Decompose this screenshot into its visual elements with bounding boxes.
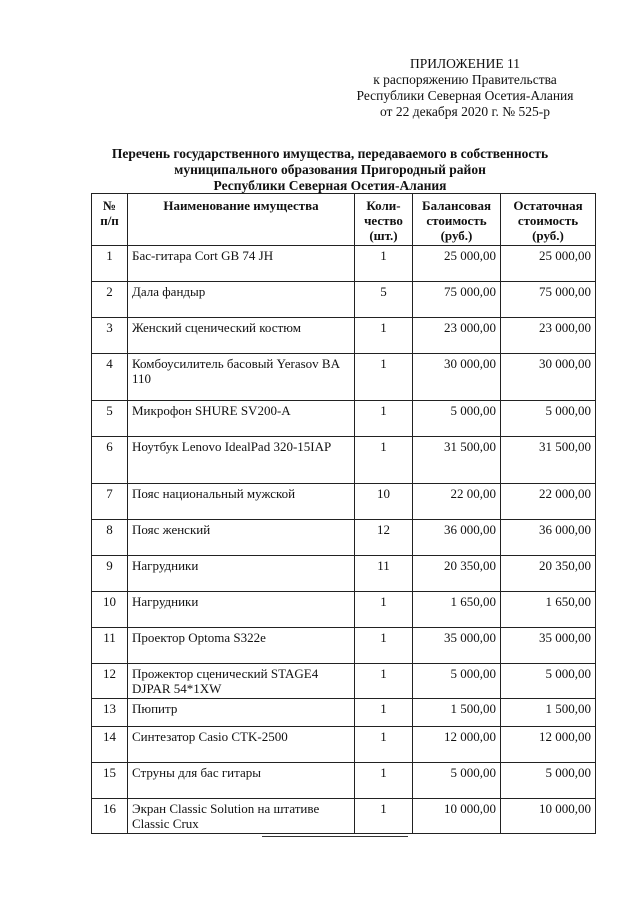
row-number: 2 — [92, 282, 128, 318]
row-quantity: 1 — [355, 628, 413, 664]
row-number: 12 — [92, 664, 128, 699]
appendix-republic: Республики Северная Осетия-Алания — [356, 88, 574, 103]
row-balance-value: 12 000,00 — [413, 727, 501, 763]
row-number: 1 — [92, 246, 128, 282]
header-residual: Остаточная стоимость (руб.) — [501, 194, 596, 246]
row-name: Нагрудники — [128, 556, 355, 592]
row-balance-value: 25 000,00 — [413, 246, 501, 282]
row-residual-value: 36 000,00 — [501, 520, 596, 556]
row-quantity: 1 — [355, 664, 413, 699]
property-table — [91, 193, 596, 834]
row-number: 7 — [92, 484, 128, 520]
table-row — [92, 799, 596, 834]
row-number: 6 — [92, 437, 128, 484]
table-row — [92, 699, 596, 727]
row-residual-value: 22 000,00 — [501, 484, 596, 520]
row-name: Нагрудники — [128, 592, 355, 628]
row-balance-value: 36 000,00 — [413, 520, 501, 556]
table-row — [92, 318, 596, 354]
row-name: Женский сценический костюм — [128, 318, 355, 354]
title-line-3: Республики Северная Осетия-Алания — [213, 178, 447, 193]
row-balance-value: 22 00,00 — [413, 484, 501, 520]
row-name: Пояс женский — [128, 520, 355, 556]
row-name: Пюпитр — [128, 699, 355, 727]
row-balance-value: 20 350,00 — [413, 556, 501, 592]
end-separator-line — [262, 836, 408, 837]
table-row — [92, 556, 596, 592]
row-number: 3 — [92, 318, 128, 354]
table-row — [92, 592, 596, 628]
title-line-1: Перечень государственного имущества, передаваемого в собственность — [111, 146, 549, 161]
table-row — [92, 664, 596, 699]
header-name: Наименование имущества — [128, 194, 355, 246]
table-row — [92, 727, 596, 763]
row-name: Синтезатор Casio CTK-2500 — [128, 727, 355, 763]
row-quantity: 1 — [355, 592, 413, 628]
row-residual-value: 5 000,00 — [501, 401, 596, 437]
row-number: 8 — [92, 520, 128, 556]
table-row — [92, 282, 596, 318]
row-residual-value: 10 000,00 — [501, 799, 596, 834]
row-residual-value: 1 500,00 — [501, 699, 596, 727]
row-residual-value: 20 350,00 — [501, 556, 596, 592]
table-row — [92, 437, 596, 484]
row-balance-value: 1 650,00 — [413, 592, 501, 628]
table-row — [92, 763, 596, 799]
row-balance-value: 5 000,00 — [413, 664, 501, 699]
row-number: 16 — [92, 799, 128, 834]
row-residual-value: 12 000,00 — [501, 727, 596, 763]
table-row — [92, 246, 596, 282]
row-name: Ноутбук Lenovo IdealPad 320-15IAP — [128, 437, 355, 484]
row-balance-value: 10 000,00 — [413, 799, 501, 834]
row-quantity: 1 — [355, 799, 413, 834]
table-row — [92, 520, 596, 556]
table-row — [92, 484, 596, 520]
row-name: Комбоусилитель басовый Yerasov BA 110 — [128, 354, 355, 401]
row-name: Дала фандыр — [128, 282, 355, 318]
row-residual-value: 75 000,00 — [501, 282, 596, 318]
row-number: 10 — [92, 592, 128, 628]
row-name: Прожектор сценический STAGE4 DJPAR 54*1XW — [128, 664, 355, 699]
row-residual-value: 30 000,00 — [501, 354, 596, 401]
row-balance-value: 75 000,00 — [413, 282, 501, 318]
row-number: 4 — [92, 354, 128, 401]
row-quantity: 1 — [355, 727, 413, 763]
row-name: Струны для бас гитары — [128, 763, 355, 799]
document-title — [70, 146, 590, 194]
row-balance-value: 5 000,00 — [413, 401, 501, 437]
row-quantity: 1 — [355, 246, 413, 282]
row-number: 5 — [92, 401, 128, 437]
table-row — [92, 401, 596, 437]
row-name: Экран Classic Solution на штативе Classic Crux — [128, 799, 355, 834]
row-number: 13 — [92, 699, 128, 727]
row-balance-value: 1 500,00 — [413, 699, 501, 727]
header-num: № п/п — [92, 194, 128, 246]
header-qty: Коли- чество (шт.) — [355, 194, 413, 246]
row-balance-value: 31 500,00 — [413, 437, 501, 484]
row-balance-value: 30 000,00 — [413, 354, 501, 401]
row-quantity: 5 — [355, 282, 413, 318]
table-row — [92, 628, 596, 664]
row-quantity: 10 — [355, 484, 413, 520]
row-balance-value: 5 000,00 — [413, 763, 501, 799]
row-residual-value: 23 000,00 — [501, 318, 596, 354]
row-quantity: 1 — [355, 437, 413, 484]
row-quantity: 12 — [355, 520, 413, 556]
row-name: Пояс национальный мужской — [128, 484, 355, 520]
row-residual-value: 5 000,00 — [501, 763, 596, 799]
appendix-number: ПРИЛОЖЕНИЕ 11 — [409, 56, 521, 71]
row-name: Микрофон SHURE SV200-A — [128, 401, 355, 437]
row-name: Бас-гитара Cort GB 74 JH — [128, 246, 355, 282]
row-name: Проектор Optoma S322e — [128, 628, 355, 664]
row-number: 11 — [92, 628, 128, 664]
appendix-date-number: от 22 декабря 2020 г. № 525-р — [379, 104, 551, 119]
row-quantity: 1 — [355, 699, 413, 727]
row-residual-value: 5 000,00 — [501, 664, 596, 699]
row-quantity: 1 — [355, 401, 413, 437]
row-quantity: 1 — [355, 763, 413, 799]
table-row — [92, 354, 596, 401]
table-header-row — [92, 194, 596, 246]
row-balance-value: 23 000,00 — [413, 318, 501, 354]
appendix-reference: к распоряжению Правительства — [373, 72, 557, 87]
row-number: 15 — [92, 763, 128, 799]
row-quantity: 1 — [355, 354, 413, 401]
row-residual-value: 1 650,00 — [501, 592, 596, 628]
appendix-header — [330, 56, 600, 120]
row-number: 9 — [92, 556, 128, 592]
row-balance-value: 35 000,00 — [413, 628, 501, 664]
header-balance: Балансовая стоимость (руб.) — [413, 194, 501, 246]
title-line-2: муниципального образования Пригородный район — [174, 162, 486, 177]
row-residual-value: 31 500,00 — [501, 437, 596, 484]
row-residual-value: 25 000,00 — [501, 246, 596, 282]
row-number: 14 — [92, 727, 128, 763]
row-quantity: 1 — [355, 318, 413, 354]
row-residual-value: 35 000,00 — [501, 628, 596, 664]
row-quantity: 11 — [355, 556, 413, 592]
